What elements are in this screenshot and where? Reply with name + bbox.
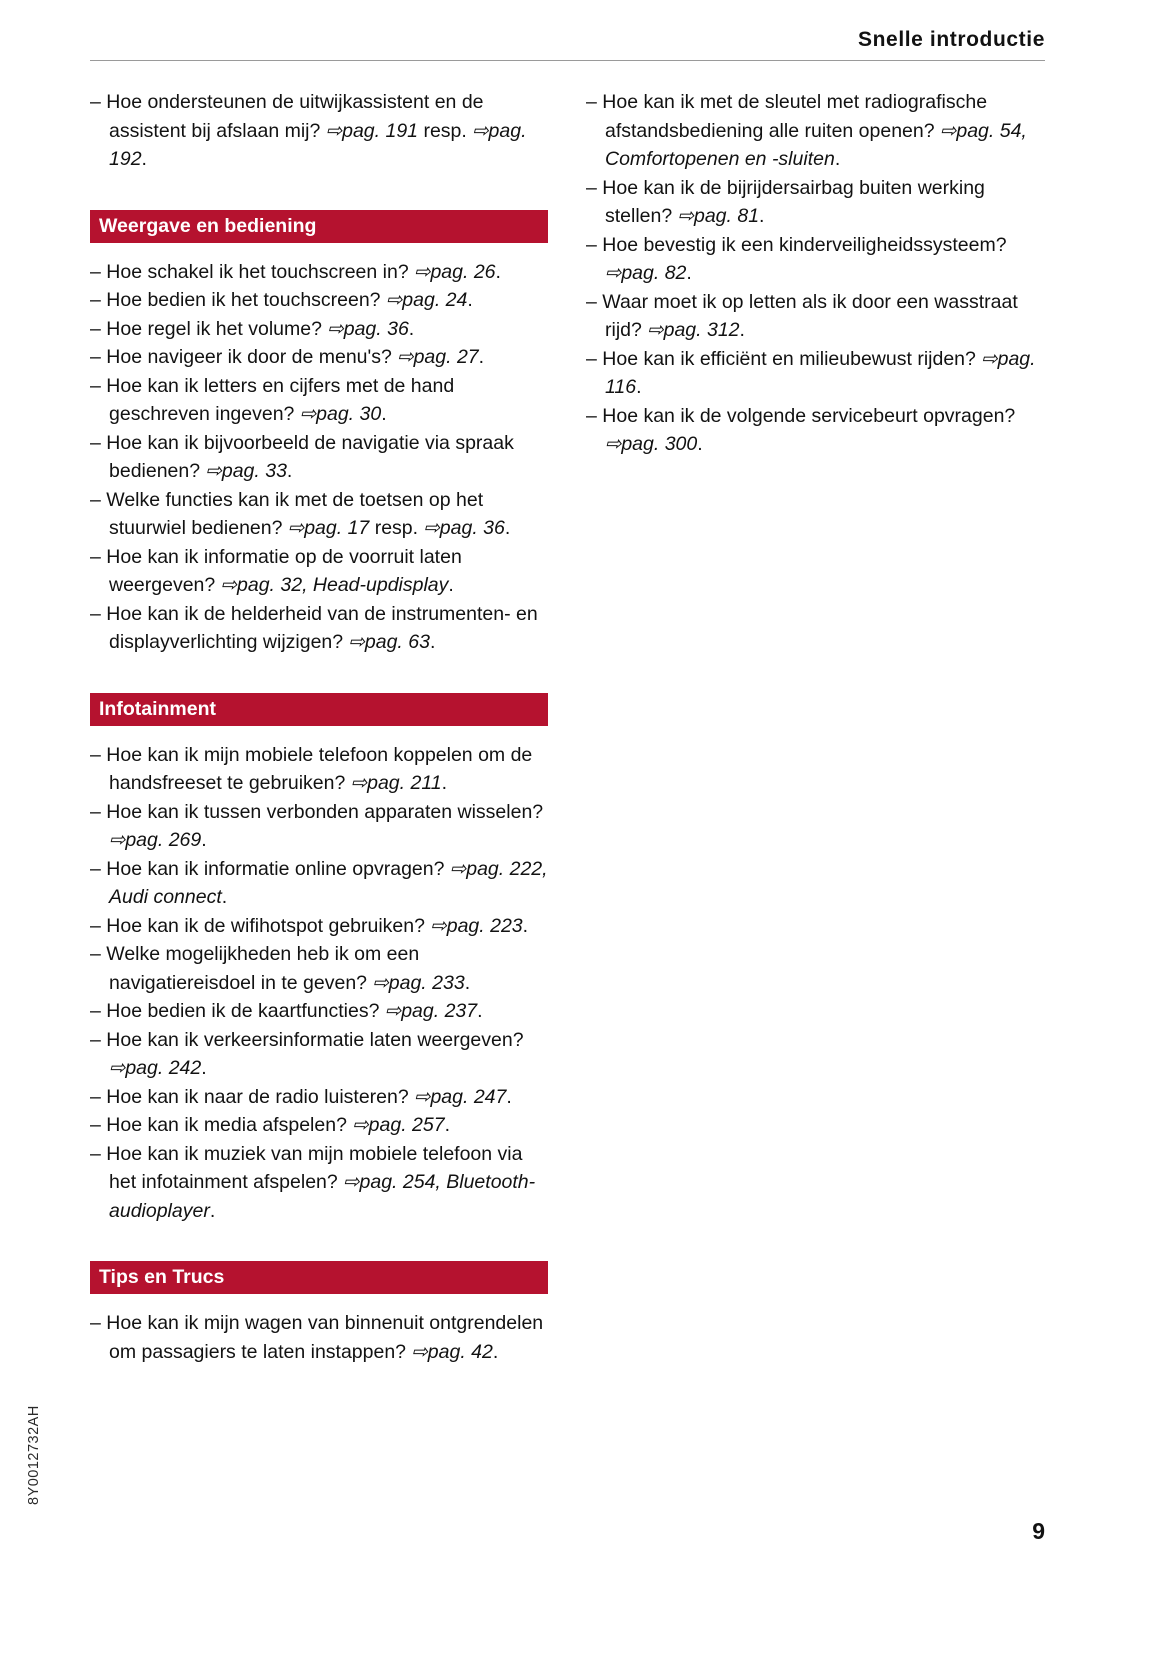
- question-text: Welke functies kan ik met de toetsen op het stuurwiel bedienen?: [106, 488, 484, 539]
- bullet-dash: –: [90, 431, 107, 454]
- list-item: [586, 345, 1045, 402]
- question-text: Hoe kan ik de bijrijdersairbag buiten werking stellen?: [602, 176, 985, 227]
- bullet-dash: –: [90, 374, 107, 397]
- question-text: .: [381, 403, 387, 425]
- page-reference: ⇨pag. 233: [372, 971, 465, 994]
- bullet-dash: –: [90, 800, 107, 823]
- page-header-title: Snelle introductie: [858, 28, 1045, 51]
- question-text: .: [441, 772, 447, 794]
- bullet-dash: –: [586, 404, 603, 427]
- page-reference: ⇨pag. 42: [411, 1340, 493, 1363]
- question-text: .: [697, 433, 703, 455]
- list-item: [90, 741, 548, 798]
- question-text: .: [739, 319, 745, 341]
- question-text: .: [201, 1057, 207, 1079]
- question-text: resp.: [369, 517, 424, 539]
- question-text: Hoe kan ik informatie online opvragen?: [106, 857, 450, 880]
- bullet-dash: –: [90, 743, 107, 766]
- question-text: Hoe kan ik de wifihotspot gebruiken?: [106, 914, 431, 937]
- question-text: Hoe bedien ik de kaartfuncties?: [106, 1000, 385, 1022]
- list-item: [90, 486, 548, 543]
- bullet-dash: –: [586, 347, 603, 370]
- question-text: .: [495, 260, 501, 283]
- section-heading: Infotainment: [90, 693, 548, 726]
- question-text: Hoe kan ik verkeersinformatie laten weergeven?: [106, 1028, 524, 1051]
- question-text: Hoe kan ik media afspelen?: [106, 1114, 353, 1136]
- list-item: [90, 1309, 548, 1366]
- bullet-dash: –: [90, 914, 107, 937]
- bullet-dash: –: [586, 290, 603, 313]
- question-text: Hoe kan ik de volgende servicebeurt opvragen?: [602, 404, 1016, 427]
- page-reference: ⇨pag. 257: [352, 1114, 445, 1136]
- content-columns: [90, 88, 1045, 1366]
- question-text: Hoe bevestig ik een kinderveiligheidssysteem?: [602, 233, 1007, 256]
- section-heading: Weergave en bediening: [90, 210, 548, 243]
- question-text: .: [141, 148, 147, 170]
- question-text: Hoe kan ik mijn wagen van binnenuit ontgrendelen om passagiers te laten instappen?: [106, 1312, 544, 1363]
- question-text: .: [408, 317, 415, 340]
- bullet-dash: –: [586, 176, 603, 199]
- question-text: Hoe kan ik muziek van mijn mobiele telefoon via het infotainment afspelen?: [106, 1142, 523, 1193]
- bullet-dash: –: [586, 91, 603, 113]
- list-item: [90, 88, 548, 174]
- bullet-dash: –: [90, 943, 107, 965]
- question-text: .: [504, 517, 511, 539]
- page-reference: ⇨pag. 30: [299, 403, 382, 425]
- list-item: [586, 288, 1045, 345]
- list-item: [90, 286, 548, 315]
- bullet-dash: –: [90, 857, 107, 880]
- question-text: Hoe kan ik letters en cijfers met de hand geschreven ingeven?: [106, 374, 455, 425]
- bullet-dash: –: [90, 1142, 107, 1165]
- page-reference: ⇨pag. 33: [205, 460, 287, 482]
- question-text: Hoe kan ik met de sleutel met radiografische afstandsbediening alle ruiten openen?: [602, 91, 988, 142]
- question-text: .: [686, 262, 692, 284]
- question-text: .: [522, 914, 529, 937]
- page-reference: ⇨pag. 223: [430, 914, 523, 937]
- question-text: Hoe navigeer ik door de menu's?: [106, 346, 398, 368]
- bullet-dash: –: [90, 488, 107, 511]
- bullet-dash: –: [90, 1028, 107, 1051]
- question-text: Hoe kan ik tussen verbonden apparaten wisselen?: [106, 800, 544, 823]
- page-reference: ⇨pag. 211: [350, 772, 442, 794]
- page-reference: ⇨pag. 191: [325, 119, 419, 142]
- question-text: Hoe kan ik bijvoorbeeld de navigatie via spraak bedienen?: [106, 431, 514, 482]
- page-reference: ⇨pag. 192: [109, 119, 527, 170]
- question-text: .: [444, 1114, 451, 1136]
- right-column: [586, 88, 1045, 1366]
- bullet-dash: –: [90, 91, 107, 113]
- question-text: .: [448, 574, 454, 596]
- header-divider: [90, 60, 1045, 61]
- page-reference: ⇨pag. 300: [605, 433, 698, 455]
- question-text: .: [201, 829, 207, 851]
- question-text: Hoe bedien ik het touchscreen?: [106, 289, 386, 311]
- list-item: [586, 174, 1045, 231]
- question-text: .: [477, 1000, 483, 1022]
- bullet-dash: –: [586, 233, 603, 256]
- question-text: .: [759, 205, 765, 227]
- list-item: [90, 1083, 548, 1112]
- bullet-dash: –: [90, 602, 107, 625]
- list-item: [586, 231, 1045, 288]
- list-item: [90, 1026, 548, 1083]
- page-number: 9: [1032, 1518, 1045, 1544]
- bullet-dash: –: [90, 1000, 107, 1022]
- list-item: [90, 543, 548, 600]
- question-text: .: [429, 631, 436, 653]
- question-text: .: [286, 460, 293, 482]
- bullet-dash: –: [90, 545, 107, 568]
- page-reference: ⇨pag. 254, Bluetooth-audioplayer: [109, 1171, 536, 1222]
- question-text: .: [467, 289, 473, 311]
- question-text: Hoe kan ik naar de radio luisteren?: [106, 1085, 415, 1108]
- question-text: Waar moet ik op letten als ik door een wasstraat rijd?: [602, 290, 1018, 341]
- question-text: .: [464, 971, 471, 994]
- page-header: [90, 28, 1045, 61]
- page-reference: ⇨pag. 242: [109, 1057, 202, 1079]
- list-item: [90, 912, 548, 941]
- list-item: [90, 1111, 548, 1140]
- bullet-dash: –: [90, 317, 107, 340]
- bullet-dash: –: [90, 260, 107, 283]
- question-text: .: [834, 148, 841, 170]
- question-text: Hoe kan ik de helderheid van de instrumenten- en displayverlichting wijzigen?: [106, 602, 538, 653]
- bullet-dash: –: [90, 346, 107, 368]
- list-item: [90, 997, 548, 1026]
- question-text: Hoe kan ik mijn mobiele telefoon koppelen om de handsfreeset te gebruiken?: [106, 743, 533, 794]
- bullet-dash: –: [90, 289, 107, 311]
- question-text: resp.: [418, 119, 473, 142]
- page-reference: ⇨pag. 54, Comfortopenen en -sluiten: [605, 119, 1027, 170]
- page-reference: ⇨pag. 116: [605, 347, 1036, 398]
- question-text: .: [492, 1340, 499, 1363]
- question-text: .: [636, 376, 642, 398]
- spine-code: 8Y0012732AH: [26, 1405, 42, 1505]
- bullet-dash: –: [90, 1085, 107, 1108]
- list-item: [90, 429, 548, 486]
- question-text: .: [506, 1085, 512, 1108]
- list-item: [90, 372, 548, 429]
- list-item: [90, 798, 548, 855]
- list-item: [90, 1140, 548, 1226]
- list-item: [90, 600, 548, 657]
- page-reference: ⇨pag. 36: [423, 517, 505, 539]
- bullet-dash: –: [90, 1312, 107, 1334]
- page-reference: ⇨pag. 82: [605, 262, 687, 284]
- page-reference: ⇨pag. 32, Head-updisplay: [220, 574, 449, 596]
- page-reference: ⇨pag. 222, Audi connect: [109, 857, 548, 908]
- page-reference: ⇨pag. 17: [287, 517, 370, 539]
- page-reference: ⇨pag. 27: [397, 346, 479, 368]
- page-reference: ⇨pag. 312: [647, 319, 740, 341]
- list-item: [90, 258, 548, 287]
- question-text: .: [221, 886, 228, 908]
- page-reference: ⇨pag. 24: [385, 289, 468, 311]
- list-item: [586, 402, 1045, 459]
- page-reference: ⇨pag. 237: [384, 1000, 478, 1022]
- page-reference: ⇨pag. 247: [414, 1085, 507, 1108]
- page-reference: ⇨pag. 63: [348, 631, 430, 653]
- question-text: .: [209, 1199, 216, 1222]
- question-text: Hoe kan ik efficiënt en milieubewust rijden?: [602, 347, 982, 370]
- question-text: Hoe regel ik het volume?: [106, 317, 328, 340]
- list-item: [90, 315, 548, 344]
- question-text: Hoe schakel ik het touchscreen in?: [106, 260, 415, 283]
- page-reference: ⇨pag. 36: [327, 317, 409, 340]
- list-item: [90, 343, 548, 372]
- list-item: [90, 855, 548, 912]
- page-reference: ⇨pag. 81: [677, 205, 760, 227]
- question-text: Welke mogelijkheden heb ik om een navigatiereisdoel in te geven?: [106, 943, 420, 994]
- page-reference: ⇨pag. 26: [414, 260, 496, 283]
- page-reference: ⇨pag. 269: [109, 829, 202, 851]
- question-text: Hoe ondersteunen de uitwijkassistent en de assistent bij afslaan mij?: [106, 91, 484, 142]
- list-item: [586, 88, 1045, 174]
- question-text: Hoe kan ik informatie op de voorruit laten weergeven?: [106, 545, 462, 596]
- bullet-dash: –: [90, 1114, 107, 1136]
- section-heading: Tips en Trucs: [90, 1261, 548, 1294]
- list-item: [90, 940, 548, 997]
- question-text: .: [478, 346, 485, 368]
- left-column: [90, 88, 548, 1366]
